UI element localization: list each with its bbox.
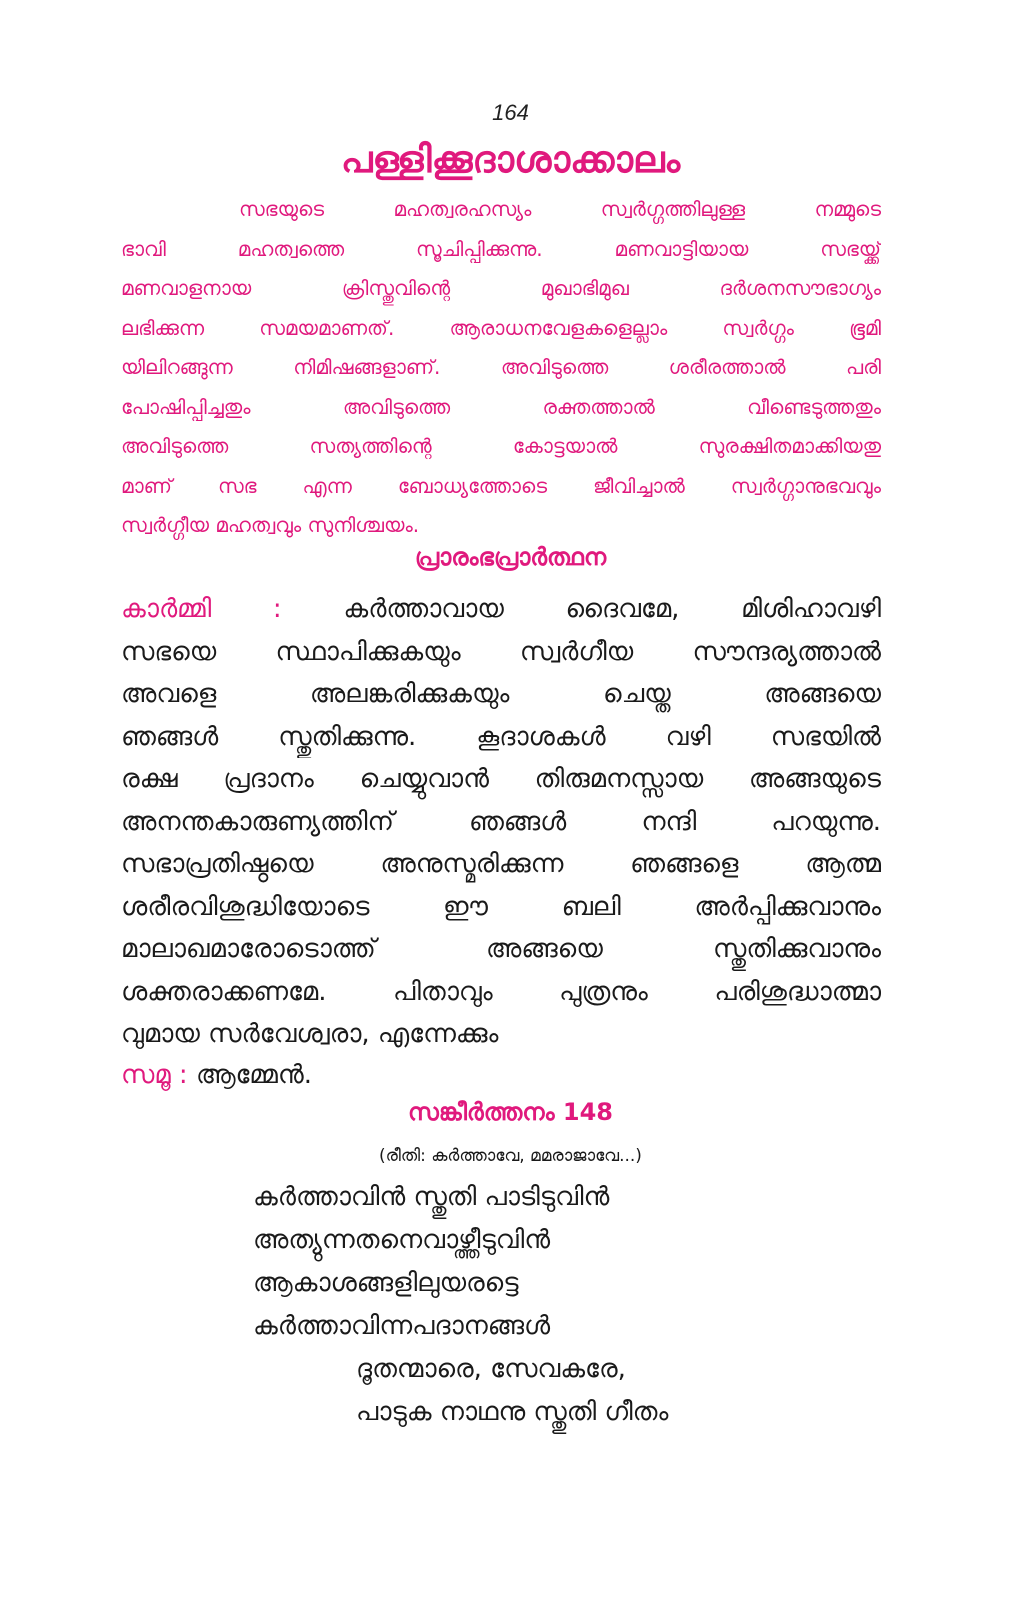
opening-prayer-heading: പ്രാരംഭപ്രാർത്ഥന xyxy=(414,543,607,571)
intro-line: മാണ് സഭ എന്ന ബോധ്യത്തോടെ ജീവിച്ചാൽ സ്വർഗ്ഗാനുഭവവും xyxy=(121,473,881,498)
hymn-refrain-line: പാടുക നാഥനു സ്തുതി ഗീതം xyxy=(356,1397,669,1427)
opening-prayer xyxy=(121,588,881,1056)
prayer-line: മാലാഖമാരോടൊത്ത് അങ്ങയെ സ്തുതിക്കുവാനും xyxy=(121,934,881,964)
hymn-line: ആകാശങ്ങളിലുയരട്ടെ xyxy=(253,1268,519,1298)
intro-line: ലഭിക്കുന്ന സമയമാണത്. ആരാധനവേളകളെല്ലാം സ്വർഗ്ഗം ഭൂമി xyxy=(121,315,881,340)
prayer-line: വുമായ സർവേശ്വരാ, എന്നേക്കും xyxy=(121,1019,499,1049)
intro-paragraph xyxy=(121,190,881,546)
hymn-verses xyxy=(253,1176,668,1434)
intro-line: ഭാവി മഹത്വത്തെ സൂചിപ്പിക്കുന്നു. മണവാട്ടിയായ സഭയ്ക്ക് xyxy=(121,236,881,261)
hymn-line: അത്യുന്നതനെവാഴ്ത്തീടുവിൻ xyxy=(253,1225,551,1255)
prayer-speaker: കാർമ്മി : xyxy=(121,594,282,624)
prayer-line: അനന്തകാരുണ്യത്തിന് ഞങ്ങൾ നന്ദി പറയുന്നു. xyxy=(121,806,881,837)
intro-line: സ്വർഗ്ഗീയ മഹത്വവും സുനിശ്ചയം. xyxy=(121,513,420,537)
intro-line: സഭയുടെ മഹത്വരഹസ്യം സ്വർഗ്ഗത്തിലുള്ള നമ്മുടെ xyxy=(239,197,881,221)
prayer-line: ശരീരവിശുദ്ധിയോടെ ഈ ബലി അർപ്പിക്കുവാനും xyxy=(121,891,881,922)
section-title: പള്ളിക്കൂദാശാക്കാലം xyxy=(340,138,681,181)
intro-line: മണവാളനായ ക്രിസ്തുവിന്റെ മുഖാഭിമുഖ ദർശനസൗഭാഗ്യം xyxy=(121,276,881,300)
hymn-line: കർത്താവിന്നപദാനങ്ങൾ xyxy=(253,1311,551,1341)
response-text: ആമ്മേൻ. xyxy=(195,1060,312,1090)
prayer-line-first xyxy=(121,588,881,631)
prayer-line: സഭാപ്രതിഷ്ഠയെ അനുസ്മരിക്കുന്ന ഞങ്ങളെ ആത്മ xyxy=(121,849,881,879)
prayer-line: കർത്താവായ ദൈവമേ, മിശിഹാവഴി xyxy=(343,594,881,624)
hymn-refrain-line: ദൂതന്മാരെ, സേവകരേ, xyxy=(356,1354,626,1384)
prayer-line: സഭയെ സ്ഥാപിക്കുകയും സ്വർഗീയ സൗന്ദര്യത്താൽ xyxy=(121,636,881,667)
intro-line: പോഷിപ്പിച്ചതും അവിടുത്തെ രക്തത്താൽ വീണ്ടെടുത്തതും xyxy=(121,394,881,419)
response-speaker: സമൂ : xyxy=(121,1060,188,1090)
hymn-tune: (രീതി: കർത്താവേ, മമരാജാവേ...) xyxy=(379,1146,642,1166)
hymn-line: കർത്താവിൻ സ്തുതി പാടിടുവിൻ xyxy=(253,1182,610,1212)
page-number: 164 xyxy=(492,100,529,125)
intro-line: അവിടുത്തെ സത്യത്തിന്റെ കോട്ടയാൽ സുരക്ഷിതമാക്കിയതു xyxy=(121,434,881,458)
hymn-heading: സങ്കീർത്തനം 148 xyxy=(408,1098,613,1126)
prayer-line: രക്ഷ പ്രദാനം ചെയ്യുവാൻ തിരുമനസ്സായ അങ്ങയുടെ xyxy=(121,764,881,794)
prayer-line: ഞങ്ങൾ സ്തുതിക്കുന്നു. കൂദാശകൾ വഴി സഭയിൽ xyxy=(121,721,881,752)
prayer-line: ശക്തരാക്കണമേ. പിതാവും പുത്രനും പരിശുദ്ധാത്മാ xyxy=(121,976,881,1007)
prayer-line: അവളെ അലങ്കരിക്കുകയും ചെയ്ത അങ്ങയെ xyxy=(121,679,881,709)
congregation-response xyxy=(121,1055,312,1095)
intro-line: യിലിറങ്ങുന്ന നിമിഷങ്ങളാണ്. അവിടുത്തെ ശരീരത്താൽ പരി xyxy=(121,355,881,379)
